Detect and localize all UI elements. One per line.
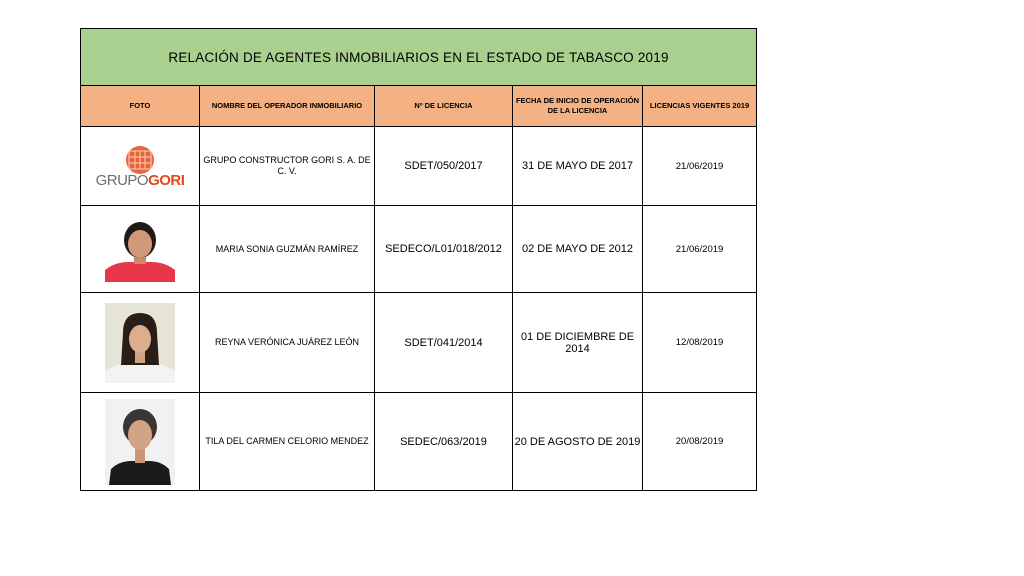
table-row [81,293,757,393]
table-row [81,206,757,293]
start-date: 02 DE MAYO DE 2012 [513,206,643,293]
header-licencia: Nº DE LICENCIA [375,86,513,127]
table-row [81,127,757,206]
header-fecha: FECHA DE INICIO DE OPERACIÓN DE LA LICENCIA [513,86,643,127]
photo-cell [81,206,200,293]
person-photo-icon [105,399,175,485]
grupo-gori-logo [96,144,185,189]
start-date: 20 DE AGOSTO DE 2019 [513,393,643,491]
photo-cell [81,293,200,393]
header-row [81,86,757,127]
license-number: SEDECO/L01/018/2012 [375,206,513,293]
header-nombre: NOMBRE DEL OPERADOR INMOBILIARIO [200,86,375,127]
header-vigentes: LICENCIAS VIGENTES 2019 [643,86,757,127]
operator-name: REYNA VERÓNICA JUÁREZ LEÓN [200,293,375,393]
photo-cell [81,393,200,491]
logo-text-gori: GORI [148,171,185,189]
valid-date: 12/08/2019 [643,293,757,393]
agents-table [80,28,757,491]
license-number: SEDEC/063/2019 [375,393,513,491]
person-photo-icon [105,303,175,383]
valid-date: 21/06/2019 [643,127,757,206]
operator-name: TILA DEL CARMEN CELORIO MENDEZ [200,393,375,491]
license-number: SDET/041/2014 [375,293,513,393]
license-number: SDET/050/2017 [375,127,513,206]
start-date: 01 DE DICIEMBRE DE 2014 [513,293,643,393]
person-photo-icon [105,216,175,282]
photo-cell [81,127,200,206]
start-date: 31 DE MAYO DE 2017 [513,127,643,206]
operator-name: MARIA SONIA GUZMÁN RAMÍREZ [200,206,375,293]
operator-name: GRUPO CONSTRUCTOR GORI S. A. DE C. V. [200,127,375,206]
building-logo-icon [120,144,160,174]
table-row [81,393,757,491]
header-foto: FOTO [81,86,200,127]
valid-date: 21/06/2019 [643,206,757,293]
table-title: RELACIÓN DE AGENTES INMOBILIARIOS EN EL ESTADO DE TABASCO 2019 [81,29,757,86]
logo-text-grupo: GRUPO [95,171,149,189]
valid-date: 20/08/2019 [643,393,757,491]
